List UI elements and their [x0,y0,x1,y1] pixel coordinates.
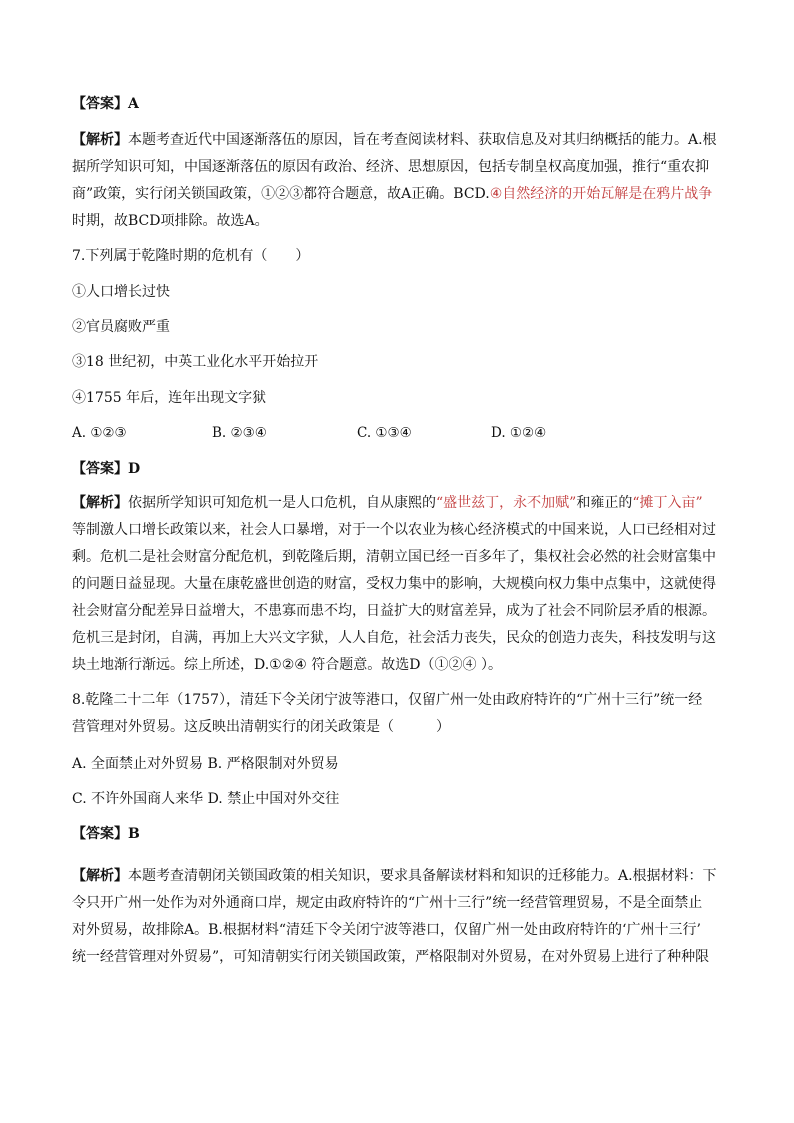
q7-item-3: ③18 世纪初，中英工业化水平开始拉开 [72,354,319,370]
q7-stem: 7.下列属于乾隆时期的危机有（ ） [72,248,310,264]
analysis-text: 和雍正的 [576,495,633,511]
q8-stem-line-2: 营管理对外贸易。这反映出清朝实行的闭关政策是（ ） [72,719,450,735]
analysis-text: 依据所学知识可知危机一是人口危机，自从康熙的 [128,495,436,511]
answer-value: A [128,96,139,112]
q7-analysis-line-2: 等制激人口增长政策以来，社会人口暴增，对于一个以农业为核心经济模式的中国来说，人口已经相对过 [72,522,716,538]
q8-analysis-line-1 [72,866,732,886]
q6-analysis-line-2: 据所学知识可知，中国逐渐落伍的原因有政治、经济、思想原因，包括专制皇权高度加强，推行“重农抑 [72,159,710,175]
q7-answer [72,459,732,479]
q8-analysis-line-4: 统一经营管理对外贸易”，可知清朝实行闭关锁国政策，严格限制对外贸易，在对外贸易上进行了种种限 [72,949,710,965]
analysis-text: 本题考查近代中国逐渐落伍的原因，旨在考查阅读材料、获取信息及对其归纳概括的能力。A.根 [128,132,717,148]
q7-option-a: A. ①②③ [72,425,127,441]
analysis-tag: 【解析】 [72,868,128,884]
analysis-highlight: ④自然经济的开始瓦解是在鸦片战争 [489,186,713,202]
q6-answer [72,94,732,114]
analysis-highlight: “盛世兹丁，永不加赋” [436,495,577,511]
q8-answer [72,824,732,844]
q7-option-c: C. ①③④ [357,425,412,441]
q7-option-b: B. ②③④ [212,425,267,441]
answer-tag: 【答案】 [72,96,128,112]
q7-analysis-line-3: 剩。危机二是社会财富分配危机，到乾隆后期，清朝立国已经一百多年了，集权社会必然的社会财富集中 [72,549,716,565]
q8-options-row-2: C. 不许外国商人来华 D. 禁止中国对外交往 [72,791,340,807]
q6-analysis-line-4: 时期，故BCD项排除。故选A。 [72,213,269,229]
q8-options-row-1: A. 全面禁止对外贸易 B. 严格限制对外贸易 [72,756,339,772]
q7-item-4: ④1755 年后，连年出现文字狱 [72,390,267,406]
answer-value: D [128,461,141,477]
q7-item-2: ②官员腐败严重 [72,319,170,335]
answer-tag: 【答案】 [72,826,128,842]
analysis-tag: 【解析】 [72,495,128,511]
q6-analysis-line-1 [72,130,732,150]
analysis-highlight: “摊丁入亩” [632,495,703,511]
analysis-text: 本题考查清朝闭关锁国政策的相关知识，要求具备解读材料和知识的迁移能力。A.根据材料：下 [128,868,717,884]
analysis-tag: 【解析】 [72,132,128,148]
q7-option-d: D. ①②④ [491,425,547,441]
answer-value: B [128,826,140,842]
analysis-text: 商”政策，实行闭关锁国政策，①②③都符合题意，故A正确。BCD. [72,186,490,202]
q7-analysis-line-1 [72,493,732,513]
q8-stem-line-1: 8.乾隆二十二年（1757），清廷下令关闭宁波等港口，仅留广州一处由政府特许的“广州十三行”统一经 [72,692,703,708]
q8-analysis-line-2: 令只开广州一处作为对外通商口岸，规定由政府特许的“广州十三行”统一经营管理贸易，不是全面禁止 [72,895,703,911]
q7-analysis-line-7: 块土地渐行渐远。综上所述，D.①②④ 符合题意。故选D（①②④ ）。 [72,657,502,673]
q7-item-1: ①人口增长过快 [72,284,170,300]
answer-tag: 【答案】 [72,461,128,477]
q8-analysis-line-3: 对外贸易，故排除A。B.根据材料“清廷下令关闭宁波等港口，仅留广州一处由政府特许的‘广州十三行’ [72,922,701,938]
q7-analysis-line-5: 社会财富分配差异日益增大，不患寡而患不均，日益扩大的财富差异，成为了社会不同阶层矛盾的根源。 [72,603,716,619]
q6-analysis-line-3 [72,184,732,204]
q7-analysis-line-6: 危机三是封闭，自满，再加上大兴文字狱，人人自危，社会活力丧失，民众的创造力丧失，科技发明与这 [72,630,716,646]
q7-analysis-line-4: 的问题日益显现。大量在康乾盛世创造的财富，受权力集中的影响，大规模向权力集中点集中，这就使得 [72,576,716,592]
